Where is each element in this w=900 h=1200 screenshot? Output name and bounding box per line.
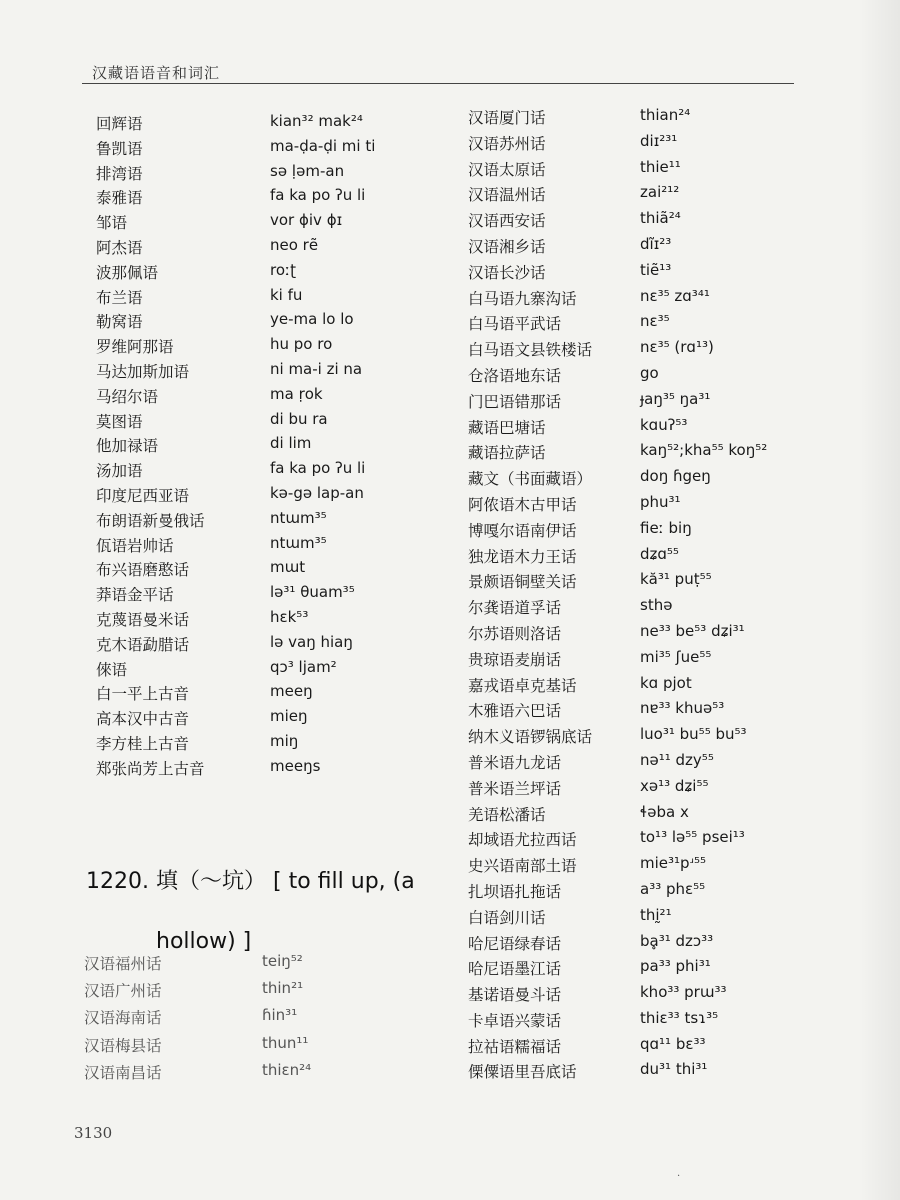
lexicon-row (92, 410, 392, 435)
phonetic-form: kɑuʔ⁵³ (640, 415, 688, 434)
phonetic-form: phu³¹ (640, 492, 681, 511)
language-name: 白马语文县铁楼话 (468, 341, 593, 360)
language-name: 藏文（书面藏语） (468, 470, 593, 489)
language-name: 汉语海南话 (84, 1009, 162, 1028)
lexicon-row (468, 596, 808, 622)
left-column (92, 112, 392, 782)
language-name: 布兴语磨憨话 (96, 561, 190, 580)
phonetic-form: luo³¹ bu⁵⁵ bu⁵³ (640, 725, 747, 744)
running-head: 汉藏语语音和词汇 (92, 64, 221, 82)
lexicon-row (92, 137, 392, 162)
phonetic-form: mie³¹pʴ⁵⁵ (640, 854, 707, 873)
phonetic-form: mi³⁵ ʃue⁵⁵ (640, 647, 712, 666)
page-edge-shade (860, 0, 900, 1200)
phonetic-form: fa ka po ʔu li (270, 186, 366, 205)
phonetic-form: ma ṛok (270, 384, 323, 403)
language-name: 普米语兰坪话 (468, 779, 562, 798)
phonetic-form: kho³³ prɯ³³ (640, 983, 727, 1002)
lexicon-row (92, 434, 392, 459)
language-name: 汉语长沙话 (468, 263, 546, 282)
phonetic-form: zai²¹² (640, 183, 680, 202)
phonetic-form: nɛ³⁵ (rɑ¹³) (640, 338, 714, 357)
phonetic-form: neo rẽ (270, 235, 319, 254)
phonetic-form: vor ɸiv ɸɪ (270, 211, 343, 230)
language-name: 尔苏语则洛话 (468, 624, 562, 643)
phonetic-form: ki fu (270, 285, 303, 304)
lexicon-row (468, 906, 808, 932)
phonetic-form: bḁ³¹ dzɔ³³ (640, 931, 714, 950)
language-name: 哈尼语绿春话 (468, 934, 562, 953)
lexicon-row (468, 725, 808, 751)
lexicon-row (92, 757, 392, 782)
language-name: 汉语南昌话 (84, 1063, 162, 1082)
language-name: 白语剑川话 (468, 908, 546, 927)
phonetic-form: meeŋs (270, 756, 321, 775)
phonetic-form: qɔ³ ljam² (270, 657, 337, 676)
lexicon-row (92, 385, 392, 410)
phonetic-form: du³¹ thi³¹ (640, 1060, 708, 1079)
lexicon-row (92, 261, 392, 286)
language-name: 汉语西安话 (468, 212, 546, 231)
phonetic-form: thin²¹ (262, 979, 304, 998)
lexicon-row (92, 633, 392, 658)
phonetic-form: a³³ phɛ⁵⁵ (640, 879, 706, 898)
lexicon-row (468, 158, 808, 184)
phonetic-form: tiẽ¹³ (640, 260, 672, 279)
entry-gloss-cn: （～坑） (178, 869, 267, 894)
language-name: 独龙语木力王话 (468, 547, 577, 566)
language-name: 波那佩语 (96, 263, 159, 282)
lexicon-row (468, 338, 808, 364)
phonetic-form: kə-gə lap-an (270, 483, 364, 502)
language-name: 藏语拉萨话 (468, 444, 546, 463)
lexicon-row (84, 1061, 384, 1088)
phonetic-form: nə¹¹ dzy⁵⁵ (640, 750, 714, 769)
language-name: 藏语巴塘话 (468, 418, 546, 437)
lexicon-row (92, 558, 392, 583)
lexicon-row (468, 803, 808, 829)
phonetic-form: kă³¹ puṭ⁵⁵ (640, 570, 712, 589)
lexicon-row (92, 682, 392, 707)
lexicon-row (468, 622, 808, 648)
language-name: 基诺语曼斗话 (468, 986, 562, 1005)
phonetic-form: thiã²⁴ (640, 209, 681, 228)
language-name: 纳木义语锣锅底话 (468, 728, 593, 747)
lexicon-row (84, 979, 384, 1006)
phonetic-form: pa³³ phi³¹ (640, 957, 711, 976)
lexicon-row (92, 658, 392, 683)
language-name: 汉语厦门话 (468, 109, 546, 127)
lexicon-row (468, 570, 808, 596)
phonetic-form: lə vaŋ hiaŋ (270, 632, 353, 651)
language-name: 羌语松潘话 (468, 805, 546, 824)
lexicon-row (468, 132, 808, 158)
language-name: 佤语岩帅话 (96, 536, 174, 555)
phonetic-form: go (640, 363, 659, 382)
phonetic-form: thiɛn²⁴ (262, 1060, 312, 1079)
language-name: 莫图语 (96, 412, 143, 431)
phonetic-form: thḭ²¹ (640, 905, 672, 924)
lexicon-row (92, 236, 392, 261)
language-name: 阿侬语木古甲话 (468, 495, 577, 514)
phonetic-form: sthə (640, 596, 673, 615)
phonetic-form: ne³³ be⁵³ dʑi³¹ (640, 621, 745, 640)
phonetic-form: ni ma-i zi na (270, 359, 363, 378)
lexicon-row (92, 534, 392, 559)
language-name: 傈僳语里吾底话 (468, 1063, 577, 1082)
lexicon-row (468, 983, 808, 1009)
lexicon-row (84, 1006, 384, 1033)
language-name: 莽语金平话 (96, 586, 174, 605)
lexicon-row (468, 1009, 808, 1035)
lexicon-row (468, 648, 808, 674)
lexicon-row (92, 583, 392, 608)
lexicon-row (92, 509, 392, 534)
lexicon-row (468, 183, 808, 209)
lexicon-row (92, 608, 392, 633)
lexicon-row (468, 287, 808, 313)
phonetic-form: ntɯm³⁵ (270, 508, 327, 527)
language-name: 仓洛语地东话 (468, 366, 562, 385)
language-name: 布朗语新曼俄话 (96, 511, 205, 530)
phonetic-form: miŋ (270, 731, 299, 750)
language-name: 汉语梅县话 (84, 1036, 162, 1055)
language-name: 回辉语 (96, 115, 143, 133)
language-name: 哈尼语墨江话 (468, 960, 562, 979)
lexicon-row (468, 235, 808, 261)
phonetic-form: lə³¹ θuam³⁵ (270, 583, 355, 602)
phonetic-form: dʑɑ⁵⁵ (640, 544, 679, 563)
language-name: 汉语温州话 (468, 186, 546, 205)
language-name: 勒窝语 (96, 313, 143, 332)
language-name: 汉语福州话 (84, 955, 162, 973)
lexicon-row (468, 261, 808, 287)
lexicon-row (92, 112, 392, 137)
language-name: 马绍尔语 (96, 387, 159, 406)
language-name: 木雅语六巴话 (468, 702, 562, 721)
phonetic-form: roːʈ (270, 260, 296, 279)
language-name: 布兰语 (96, 288, 143, 307)
entry-character: 填 (155, 869, 178, 894)
lexicon-row (92, 707, 392, 732)
lexicon-row (468, 674, 808, 700)
lexicon-row (92, 484, 392, 509)
language-name: 排湾语 (96, 164, 143, 183)
language-name: 汉语广州话 (84, 982, 162, 1001)
language-name: 却域语尤拉西话 (468, 831, 577, 850)
phonetic-form: to¹³ lə⁵⁵ psei¹³ (640, 828, 745, 847)
lexicon-row (84, 952, 384, 979)
lexicon-row (468, 106, 808, 132)
lexicon-row (468, 777, 808, 803)
phonetic-form: hɛk⁵³ (270, 607, 309, 626)
language-name: 白一平上古音 (96, 685, 190, 704)
lexicon-row (92, 211, 392, 236)
entry-gloss-en-1: [ to fill up, (a (273, 869, 415, 894)
language-name: 倈语 (96, 660, 128, 679)
phonetic-form: nɐ³³ khuə⁵³ (640, 699, 725, 718)
language-name: 泰雅语 (96, 189, 143, 208)
lexicon-row (468, 1035, 808, 1061)
lexicon-row (468, 364, 808, 390)
language-name: 博嘎尔语南伊话 (468, 521, 577, 540)
entry-gloss-en-2: hollow) ] (156, 929, 252, 954)
language-name: 嘉戎语卓克基话 (468, 676, 577, 695)
language-name: 景颇语铜壁关话 (468, 573, 577, 592)
language-name: 门巴语错那话 (468, 392, 562, 411)
lexicon-row (92, 732, 392, 757)
lexicon-row (468, 880, 808, 906)
phonetic-form: ɟaŋ³⁵ ŋa³¹ (640, 389, 711, 408)
phonetic-form: teiŋ⁵² (262, 952, 303, 970)
phonetic-form: ɬəba x (640, 802, 689, 821)
lexicon-row (92, 286, 392, 311)
phonetic-form: ɦin³¹ (262, 1006, 298, 1025)
language-name: 他加禄语 (96, 437, 159, 456)
language-name: 白马语平武话 (468, 315, 562, 334)
phonetic-form: fa ka po ʔu li (270, 459, 366, 478)
phonetic-form: kɑ pjot (640, 673, 692, 692)
language-name: 卡卓语兴蒙话 (468, 1011, 562, 1030)
phonetic-form: fieː biŋ (640, 518, 692, 537)
phonetic-form: nɛ³⁵ zɑ³⁴¹ (640, 286, 710, 305)
phonetic-form: dĩɪ²³ (640, 234, 672, 253)
lexicon-row (468, 751, 808, 777)
right-column (468, 106, 808, 1086)
phonetic-form: xə¹³ dʑi⁵⁵ (640, 776, 709, 795)
lexicon-row (92, 162, 392, 187)
lexicon-row (468, 493, 808, 519)
lexicon-row (468, 312, 808, 338)
language-name: 白马语九寨沟话 (468, 289, 577, 308)
phonetic-form: ma-ḍa-ḍi mi ti (270, 136, 376, 155)
phonetic-form: nɛ³⁵ (640, 312, 670, 331)
lexicon-row (468, 854, 808, 880)
phonetic-form: di lim (270, 434, 312, 453)
lexicon-row (468, 932, 808, 958)
language-name: 汉语苏州话 (468, 134, 546, 153)
language-name: 普米语九龙话 (468, 753, 562, 772)
language-name: 印度尼西亚语 (96, 486, 190, 505)
lexicon-row (468, 545, 808, 571)
phonetic-form: thian²⁴ (640, 106, 691, 124)
phonetic-form: di bu ra (270, 409, 328, 428)
lexicon-row (468, 390, 808, 416)
phonetic-form: qɑ¹¹ bɛ³³ (640, 1034, 706, 1053)
language-name: 邹语 (96, 214, 128, 233)
language-name: 贵琼语麦崩话 (468, 650, 562, 669)
phonetic-form: doŋ ɦgeŋ (640, 467, 711, 486)
language-name: 克蔑语曼米话 (96, 610, 190, 629)
lexicon-row (468, 957, 808, 983)
phonetic-form: thie¹¹ (640, 157, 681, 176)
entry-number: 1220. (86, 869, 149, 894)
lexicon-row (92, 459, 392, 484)
left-column-continued (84, 952, 384, 1088)
lexicon-row (92, 360, 392, 385)
phonetic-form: kian³² mak²⁴ (270, 112, 363, 130)
language-name: 高本汉中古音 (96, 710, 190, 729)
language-name: 阿杰语 (96, 238, 143, 257)
lexicon-row (92, 186, 392, 211)
phonetic-form: thun¹¹ (262, 1033, 309, 1052)
lexicon-row (468, 699, 808, 725)
language-name: 罗维阿那语 (96, 338, 174, 357)
lexicon-row (468, 209, 808, 235)
page-number: 3130 (74, 1124, 113, 1142)
lexicon-row (468, 441, 808, 467)
phonetic-form: diɪ²³¹ (640, 131, 678, 150)
lexicon-row (468, 828, 808, 854)
phonetic-form: kaŋ⁵²;kha⁵⁵ koŋ⁵² (640, 441, 768, 460)
lexicon-row (468, 519, 808, 545)
language-name: 李方桂上古音 (96, 734, 190, 753)
phonetic-form: mɯt (270, 558, 306, 577)
lexicon-row (92, 335, 392, 360)
language-name: 马达加斯加语 (96, 362, 190, 381)
language-name: 汉语太原话 (468, 160, 546, 179)
language-name: 拉祜语糯福话 (468, 1037, 562, 1056)
lexicon-row (92, 310, 392, 335)
phonetic-form: thiɛ³³ tsɿ³⁵ (640, 1008, 719, 1027)
lexicon-row (468, 467, 808, 493)
phonetic-form: mieŋ (270, 707, 308, 726)
lexicon-row (84, 1034, 384, 1061)
language-name: 尔龚语道孚话 (468, 599, 562, 618)
language-name: 鲁凯语 (96, 139, 143, 158)
language-name: 汉语湘乡话 (468, 237, 546, 256)
phonetic-form: ye-ma lo lo (270, 310, 354, 329)
lexicon-row (468, 1060, 808, 1086)
language-name: 汤加语 (96, 462, 143, 481)
language-name: 郑张尚芳上古音 (96, 759, 205, 778)
phonetic-form: sə ḷəm-an (270, 161, 345, 180)
phonetic-form: hu po ro (270, 335, 333, 354)
language-name: 克木语勐腊话 (96, 635, 190, 654)
phonetic-form: ntɯm³⁵ (270, 533, 327, 552)
language-name: 扎坝语扎拖话 (468, 882, 562, 901)
speck: . (677, 1168, 681, 1179)
language-name: 史兴语南部土语 (468, 857, 577, 876)
lexicon-row (468, 416, 808, 442)
header-rule (82, 83, 794, 84)
phonetic-form: meeŋ (270, 682, 313, 701)
